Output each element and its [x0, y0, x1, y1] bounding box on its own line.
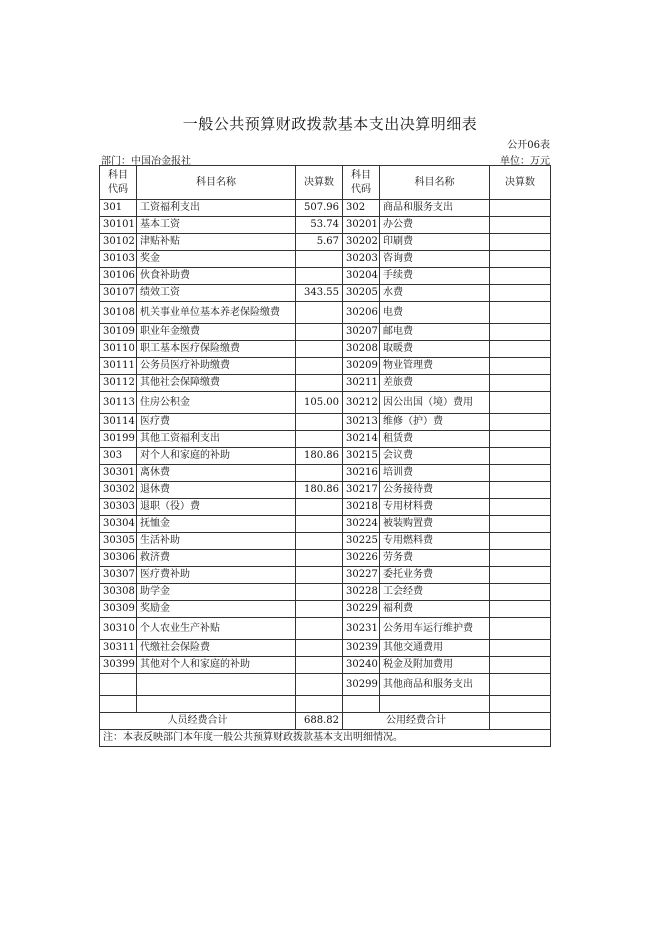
left-name-cell: 其他工资福利支出 — [137, 431, 296, 448]
right-code-cell: 30205 — [343, 285, 380, 302]
left-code-cell: 30108 — [100, 302, 137, 324]
right-code-cell: 30227 — [343, 567, 380, 584]
right-amount-cell — [490, 601, 551, 618]
left-name-cell: 机关事业单位基本养老保险缴费 — [137, 302, 296, 324]
right-name-cell: 公务用车运行维护费 — [380, 618, 490, 640]
left-amount-cell: 507.96 — [296, 200, 343, 217]
right-amount-cell — [490, 200, 551, 217]
right-name-cell: 公务接待费 — [380, 482, 490, 499]
right-name-cell: 专用燃料费 — [380, 533, 490, 550]
left-amount-cell — [296, 341, 343, 358]
left-amount-cell — [296, 324, 343, 341]
right-name-cell: 差旅费 — [380, 375, 490, 392]
left-amount-cell: 180.86 — [296, 448, 343, 465]
left-amount-cell — [296, 696, 343, 713]
right-name-cell: 委托业务费 — [380, 567, 490, 584]
left-amount-cell — [296, 516, 343, 533]
right-amount-cell — [490, 234, 551, 251]
right-code-cell: 30209 — [343, 358, 380, 375]
left-amount-cell — [296, 302, 343, 324]
table-row — [100, 285, 551, 302]
table-row — [100, 567, 551, 584]
right-name-cell: 印刷费 — [380, 234, 490, 251]
left-name-cell: 其他社会保障缴费 — [137, 375, 296, 392]
right-amount-cell — [490, 584, 551, 601]
left-name-cell: 奖励金 — [137, 601, 296, 618]
header-code-right: 科目 代码 — [343, 166, 380, 200]
personnel-total-label: 人员经费合计 — [100, 713, 296, 730]
table-row — [100, 657, 551, 674]
left-amount-cell: 5.67 — [296, 234, 343, 251]
left-name-cell — [137, 696, 296, 713]
left-code-cell: 30114 — [100, 414, 137, 431]
right-name-cell: 租赁费 — [380, 431, 490, 448]
left-name-cell: 基本工资 — [137, 217, 296, 234]
right-amount-cell — [490, 516, 551, 533]
left-code-cell: 30308 — [100, 584, 137, 601]
form-number: 公开06表 — [507, 140, 550, 151]
table-row — [100, 234, 551, 251]
table-row — [100, 584, 551, 601]
left-code-cell: 30304 — [100, 516, 137, 533]
department-label: 部门：中国冶金报社 — [101, 156, 191, 167]
right-code-cell: 30226 — [343, 550, 380, 567]
left-name-cell: 对个人和家庭的补助 — [137, 448, 296, 465]
left-amount-cell — [296, 550, 343, 567]
table-row — [100, 448, 551, 465]
right-name-cell: 维修（护）费 — [380, 414, 490, 431]
left-amount-cell — [296, 414, 343, 431]
table-row — [100, 431, 551, 448]
table-row — [100, 516, 551, 533]
public-total-amount — [490, 713, 551, 730]
left-name-cell: 住房公积金 — [137, 392, 296, 414]
header-amount-left: 决算数 — [296, 166, 343, 200]
right-code-cell: 30216 — [343, 465, 380, 482]
table-row — [100, 414, 551, 431]
left-code-cell: 30302 — [100, 482, 137, 499]
left-name-cell: 抚恤金 — [137, 516, 296, 533]
table-row — [100, 200, 551, 217]
left-code-cell: 30107 — [100, 285, 137, 302]
right-amount-cell — [490, 657, 551, 674]
left-name-cell: 生活补助 — [137, 533, 296, 550]
right-code-cell: 30211 — [343, 375, 380, 392]
left-amount-cell — [296, 533, 343, 550]
note-row — [100, 730, 551, 747]
right-name-cell: 福利费 — [380, 601, 490, 618]
right-name-cell: 劳务费 — [380, 550, 490, 567]
left-name-cell — [137, 674, 296, 696]
table-row — [100, 268, 551, 285]
table-note: 注：本表反映部门本年度一般公共预算财政拨款基本支出明细情况。 — [100, 730, 551, 747]
right-amount-cell — [490, 392, 551, 414]
table-header-row — [100, 166, 551, 200]
right-name-cell: 手续费 — [380, 268, 490, 285]
personnel-total-amount: 688.82 — [296, 713, 343, 730]
right-code-cell: 30202 — [343, 234, 380, 251]
unit-label: 单位：万元 — [500, 156, 550, 167]
left-name-cell: 绩效工资 — [137, 285, 296, 302]
left-name-cell: 离休费 — [137, 465, 296, 482]
left-code-cell: 30399 — [100, 657, 137, 674]
right-amount-cell — [490, 533, 551, 550]
left-amount-cell — [296, 567, 343, 584]
right-code-cell: 30204 — [343, 268, 380, 285]
right-code-cell: 30231 — [343, 618, 380, 640]
right-name-cell: 培训费 — [380, 465, 490, 482]
header-code-left: 科目 代码 — [100, 166, 137, 200]
right-amount-cell — [490, 499, 551, 516]
left-code-cell: 301 — [100, 200, 137, 217]
left-name-cell: 伙食补助费 — [137, 268, 296, 285]
right-code-cell: 30206 — [343, 302, 380, 324]
table-row — [100, 482, 551, 499]
left-name-cell: 职业年金缴费 — [137, 324, 296, 341]
left-code-cell — [100, 696, 137, 713]
left-amount-cell: 105.00 — [296, 392, 343, 414]
left-code-cell: 30111 — [100, 358, 137, 375]
left-amount-cell: 53.74 — [296, 217, 343, 234]
right-amount-cell — [490, 618, 551, 640]
right-amount-cell — [490, 324, 551, 341]
left-code-cell: 30305 — [100, 533, 137, 550]
right-name-cell: 办公费 — [380, 217, 490, 234]
left-code-cell: 30311 — [100, 640, 137, 657]
left-name-cell: 救济费 — [137, 550, 296, 567]
right-amount-cell — [490, 285, 551, 302]
right-code-cell: 30239 — [343, 640, 380, 657]
right-code-cell: 30207 — [343, 324, 380, 341]
left-code-cell: 30310 — [100, 618, 137, 640]
right-amount-cell — [490, 674, 551, 696]
right-amount-cell — [490, 251, 551, 268]
right-name-cell: 邮电费 — [380, 324, 490, 341]
table-row — [100, 217, 551, 234]
right-amount-cell — [490, 358, 551, 375]
left-amount-cell — [296, 268, 343, 285]
right-name-cell: 其他交通费用 — [380, 640, 490, 657]
table-row — [100, 251, 551, 268]
right-code-cell: 302 — [343, 200, 380, 217]
table-row — [100, 601, 551, 618]
right-code-cell — [343, 696, 380, 713]
right-amount-cell — [490, 302, 551, 324]
table-row — [100, 696, 551, 713]
left-code-cell: 30307 — [100, 567, 137, 584]
right-code-cell: 30225 — [343, 533, 380, 550]
right-code-cell: 30229 — [343, 601, 380, 618]
right-name-cell: 工会经费 — [380, 584, 490, 601]
left-name-cell: 工资福利支出 — [137, 200, 296, 217]
right-code-cell: 30201 — [343, 217, 380, 234]
left-name-cell: 个人农业生产补贴 — [137, 618, 296, 640]
left-name-cell: 医疗费 — [137, 414, 296, 431]
table-row — [100, 618, 551, 640]
left-code-cell: 30102 — [100, 234, 137, 251]
table-row — [100, 640, 551, 657]
left-code-cell: 30113 — [100, 392, 137, 414]
right-name-cell: 电费 — [380, 302, 490, 324]
table-row — [100, 302, 551, 324]
right-code-cell: 30224 — [343, 516, 380, 533]
left-name-cell: 其他对个人和家庭的补助 — [137, 657, 296, 674]
right-name-cell: 取暖费 — [380, 341, 490, 358]
right-name-cell: 商品和服务支出 — [380, 200, 490, 217]
left-amount-cell — [296, 674, 343, 696]
right-amount-cell — [490, 567, 551, 584]
right-name-cell: 税金及附加费用 — [380, 657, 490, 674]
right-code-cell: 30208 — [343, 341, 380, 358]
right-name-cell: 专用材料费 — [380, 499, 490, 516]
left-name-cell: 退休费 — [137, 482, 296, 499]
right-name-cell: 因公出国（境）费用 — [380, 392, 490, 414]
right-amount-cell — [490, 375, 551, 392]
left-code-cell: 30101 — [100, 217, 137, 234]
right-amount-cell — [490, 431, 551, 448]
right-amount-cell — [490, 341, 551, 358]
left-name-cell: 职工基本医疗保险缴费 — [137, 341, 296, 358]
table-row — [100, 533, 551, 550]
left-code-cell: 30110 — [100, 341, 137, 358]
right-amount-cell — [490, 550, 551, 567]
left-amount-cell — [296, 465, 343, 482]
table-row — [100, 375, 551, 392]
left-code-cell: 30109 — [100, 324, 137, 341]
public-total-label: 公用经费合计 — [343, 713, 490, 730]
left-code-cell: 30112 — [100, 375, 137, 392]
right-name-cell — [380, 696, 490, 713]
table-row — [100, 358, 551, 375]
left-code-cell: 30199 — [100, 431, 137, 448]
left-amount-cell — [296, 640, 343, 657]
right-code-cell: 30203 — [343, 251, 380, 268]
left-name-cell: 代缴社会保险费 — [137, 640, 296, 657]
header-name-right: 科目名称 — [380, 166, 490, 200]
right-amount-cell — [490, 414, 551, 431]
table-row — [100, 674, 551, 696]
table-row — [100, 324, 551, 341]
table-row — [100, 465, 551, 482]
right-amount-cell — [490, 448, 551, 465]
left-name-cell: 津贴补贴 — [137, 234, 296, 251]
right-code-cell: 30228 — [343, 584, 380, 601]
right-code-cell: 30215 — [343, 448, 380, 465]
left-amount-cell — [296, 499, 343, 516]
left-amount-cell — [296, 601, 343, 618]
left-amount-cell: 180.86 — [296, 482, 343, 499]
right-code-cell: 30212 — [343, 392, 380, 414]
left-amount-cell — [296, 431, 343, 448]
left-code-cell: 30306 — [100, 550, 137, 567]
left-amount-cell — [296, 584, 343, 601]
table-row — [100, 392, 551, 414]
right-code-cell: 30214 — [343, 431, 380, 448]
right-amount-cell — [490, 465, 551, 482]
left-name-cell: 奖金 — [137, 251, 296, 268]
table-row — [100, 341, 551, 358]
left-name-cell: 医疗费补助 — [137, 567, 296, 584]
left-code-cell: 30303 — [100, 499, 137, 516]
left-name-cell: 公务员医疗补助缴费 — [137, 358, 296, 375]
left-code-cell: 30103 — [100, 251, 137, 268]
right-name-cell: 其他商品和服务支出 — [380, 674, 490, 696]
left-code-cell: 303 — [100, 448, 137, 465]
left-amount-cell: 343.55 — [296, 285, 343, 302]
right-code-cell: 30240 — [343, 657, 380, 674]
left-code-cell: 30301 — [100, 465, 137, 482]
header-name-left: 科目名称 — [137, 166, 296, 200]
left-amount-cell — [296, 657, 343, 674]
table-row — [100, 499, 551, 516]
left-code-cell: 30309 — [100, 601, 137, 618]
right-name-cell: 物业管理费 — [380, 358, 490, 375]
left-amount-cell — [296, 358, 343, 375]
right-code-cell: 30217 — [343, 482, 380, 499]
expenditure-table — [99, 165, 551, 747]
left-code-cell — [100, 674, 137, 696]
right-amount-cell — [490, 696, 551, 713]
right-code-cell: 30213 — [343, 414, 380, 431]
left-code-cell: 30106 — [100, 268, 137, 285]
left-amount-cell — [296, 375, 343, 392]
right-code-cell: 30299 — [343, 674, 380, 696]
right-name-cell: 被装购置费 — [380, 516, 490, 533]
right-amount-cell — [490, 482, 551, 499]
page-title: 一般公共预算财政拨款基本支出决算明细表 — [182, 115, 478, 133]
left-amount-cell — [296, 251, 343, 268]
left-name-cell: 退职（役）费 — [137, 499, 296, 516]
right-amount-cell — [490, 268, 551, 285]
right-name-cell: 会议费 — [380, 448, 490, 465]
right-name-cell: 水费 — [380, 285, 490, 302]
header-amount-right: 决算数 — [490, 166, 551, 200]
left-amount-cell — [296, 618, 343, 640]
right-name-cell: 咨询费 — [380, 251, 490, 268]
right-amount-cell — [490, 640, 551, 657]
right-amount-cell — [490, 217, 551, 234]
right-code-cell: 30218 — [343, 499, 380, 516]
left-name-cell: 助学金 — [137, 584, 296, 601]
table-row — [100, 550, 551, 567]
totals-row — [100, 713, 551, 730]
